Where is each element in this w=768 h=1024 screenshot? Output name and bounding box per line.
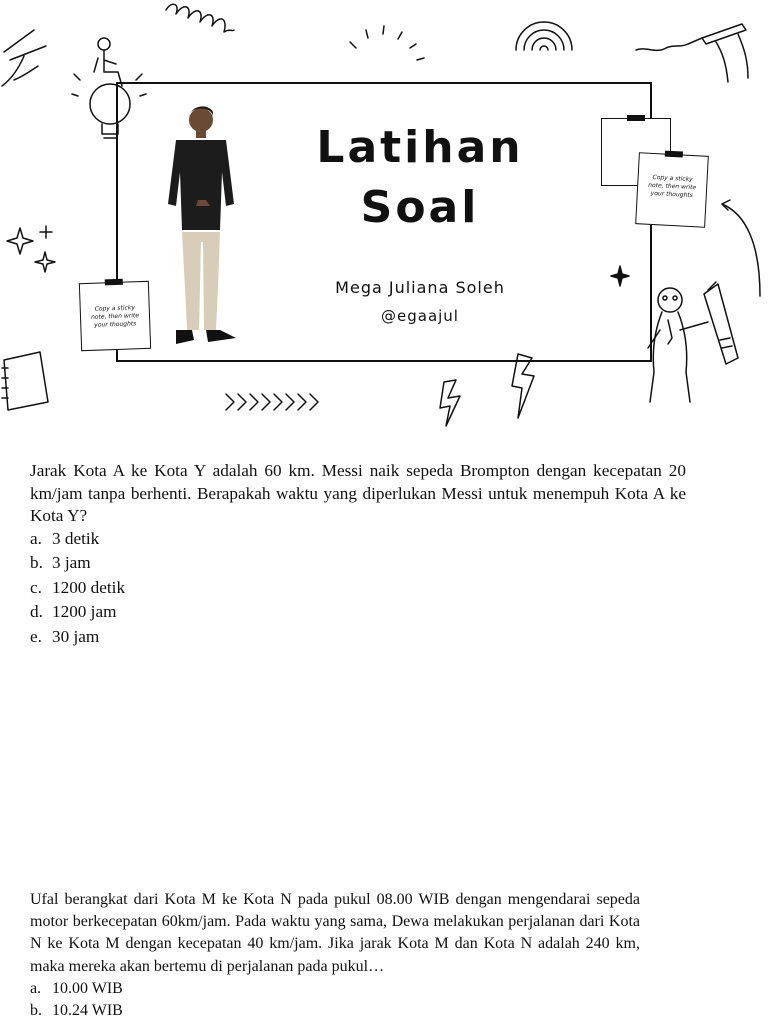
title-latihan: Latihan <box>316 122 524 173</box>
option-text: 3 detik <box>52 528 100 548</box>
answer-options <box>30 528 686 651</box>
presenter-photo <box>160 104 242 350</box>
question-1 <box>30 460 686 650</box>
option-text: 10.00 WIB <box>52 979 123 997</box>
option-letter: e. <box>30 626 42 646</box>
sticky-note-line: note, then write <box>648 181 697 192</box>
title-soal: Soal <box>360 182 480 233</box>
tape-icon <box>627 115 645 121</box>
option-text: 3 jam <box>52 553 91 572</box>
sticky-note-line: Copy a sticky <box>652 173 693 184</box>
sticky-note-line: Copy a sticky <box>94 304 135 313</box>
option-text: 1200 jam <box>52 602 117 621</box>
sticky-note-line: note, then write <box>90 312 140 321</box>
answer-option <box>30 552 686 577</box>
question-text: Ufal berangkat dari Kota M ke Kota N pada pukul 08.00 WIB dengan mengendarai sepeda motor berkecepatan 60km/jam. Pada waktu yang sama, Dewa melakukan perjalanan dari Kota N ke Kota M dengan kecepatan 40 km/jam. Jika jarak Kota M dan Kota N adalah 240 km, maka mereka akan bertemu di perjalanan pada pukul… <box>30 891 640 975</box>
answer-option <box>30 626 686 651</box>
answer-option <box>30 1000 640 1022</box>
option-text: 10.24 WIB <box>52 1002 123 1019</box>
option-letter: a. <box>30 979 42 997</box>
title-banner <box>0 0 768 440</box>
option-letter: b. <box>30 553 43 572</box>
tape-icon <box>105 279 123 286</box>
option-letter: b. <box>30 1002 42 1019</box>
sticky-note-left <box>79 281 151 351</box>
question-2 <box>30 889 640 1022</box>
tape-icon <box>665 151 683 158</box>
option-text: 1200 detik <box>52 577 126 597</box>
option-letter: a. <box>30 528 42 548</box>
option-text: 30 jam <box>52 626 100 646</box>
answer-option <box>30 601 686 626</box>
answer-option <box>30 528 686 553</box>
question-text: Jarak Kota A ke Kota Y adalah 60 km. Messi naik sepeda Brompton dengan kecepatan 20 km/jam tanpa berhenti. Berapakah waktu yang diperlukan Messi untuk menempuh Kota A ke Kota Y? <box>30 461 686 525</box>
author-handle: @egaajul <box>381 307 459 325</box>
answer-option <box>30 577 686 602</box>
author-name: Mega Juliana Soleh <box>335 278 505 297</box>
answer-option <box>30 978 640 1000</box>
option-letter: c. <box>30 577 42 597</box>
sticky-note-right <box>635 152 709 228</box>
answer-options <box>30 978 640 1022</box>
sticky-note-line: your thoughts <box>94 320 137 329</box>
sticky-note-line: your thoughts <box>650 189 693 200</box>
option-letter: d. <box>30 602 43 621</box>
